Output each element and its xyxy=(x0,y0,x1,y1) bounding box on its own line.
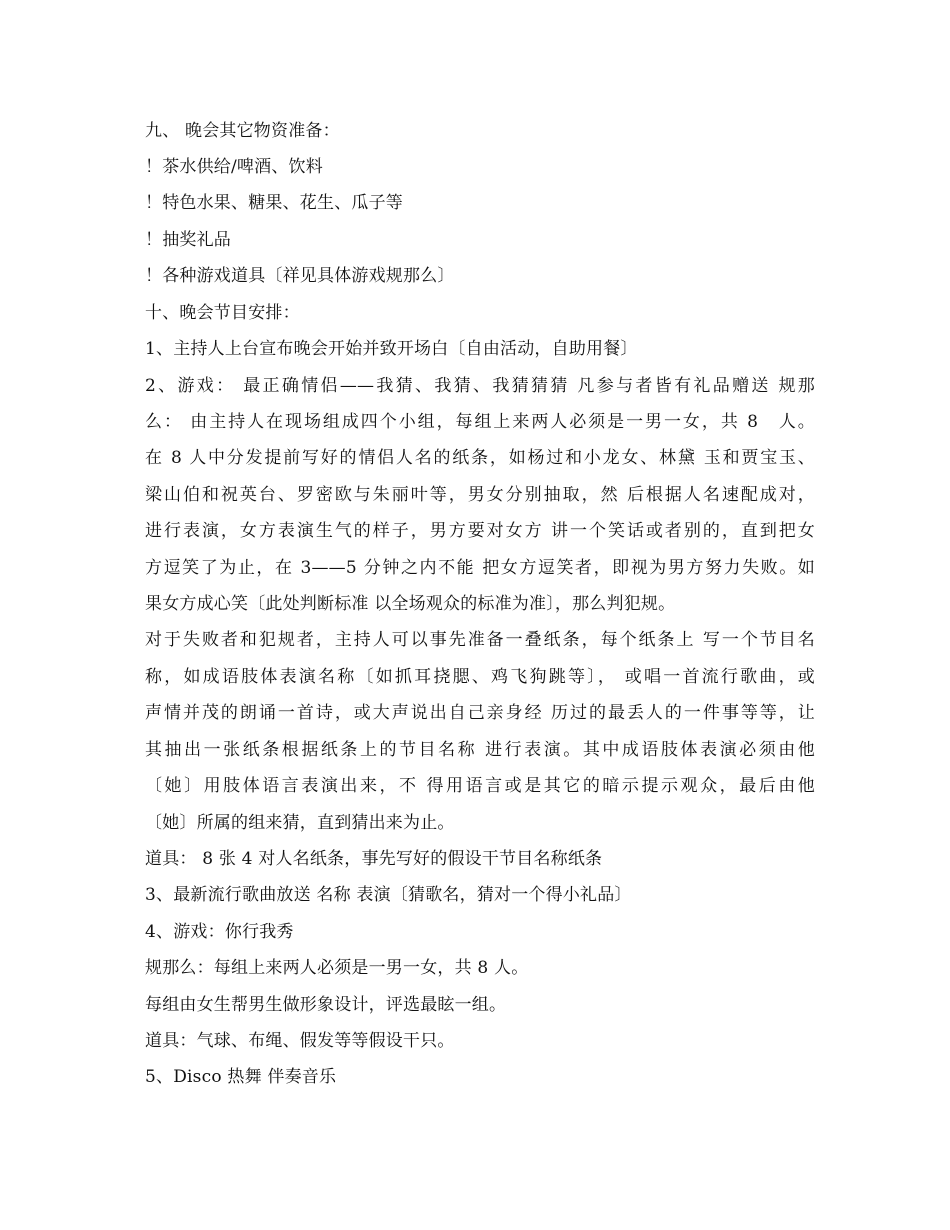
list-item: ！各种游戏道具〔祥见具体游戏规那么〕 xyxy=(145,266,455,286)
paragraph-line: 梁山伯和祝英台、罗密欧与朱丽叶等，男女分别抽取，然 后根据人名速配成对， xyxy=(145,485,815,505)
program-item: 5、Disco 热舞 伴奏音乐 xyxy=(145,1067,337,1087)
paragraph-line: 对于失败者和犯规者，主持人可以事先准备一叠纸条，每个纸条上 写一个节目名 xyxy=(145,630,815,650)
program-item: 4、游戏：你行我秀 xyxy=(145,922,294,942)
section-heading-materials: 九、 晚会其它物资准备： xyxy=(145,121,340,141)
paragraph-line: 〔她〕所属的组来猜，直到猜出来为止。 xyxy=(145,813,455,833)
program-item: 3、最新流行歌曲放送 名称 表演〔猜歌名，猜对一个得小礼品〕 xyxy=(145,885,632,905)
paragraph-line: 进行表演，女方表演生气的样子，男方要对女方 讲一个笑话或者别的，直到把女 xyxy=(145,521,815,541)
paragraph-line: 2、游戏： 最正确情侣——我猜、我猜、我猜猜猜 凡参与者皆有礼品赠送 规那 xyxy=(145,376,815,396)
props-line: 道具：气球、布绳、假发等等假设干只。 xyxy=(145,1031,455,1051)
paragraph-line: 称，如成语肢体表演名称〔如抓耳挠腮、鸡飞狗跳等〕， 或唱一首流行歌曲，或 xyxy=(145,667,815,687)
list-item: ！特色水果、糖果、花生、瓜子等 xyxy=(145,193,403,213)
rules-line: 规那么：每组上来两人必须是一男一女，共 8 人。 xyxy=(145,958,529,978)
paragraph-line: 方逗笑了为止，在 3——5 分钟之内不能 把女方逗笑者，即视为男方努力失败。如 xyxy=(145,558,815,578)
paragraph-line: 果女方成心笑〔此处判断标准 以全场观众的标准为准〕，那么判犯规。 xyxy=(145,594,676,614)
props-line: 道具： 8 张 4 对人名纸条，事先写好的假设干节目名称纸条 xyxy=(145,849,603,869)
paragraph-line: 其抽出一张纸条根据纸条上的节目名称 进行表演。其中成语肢体表演必须由他 xyxy=(145,740,815,760)
list-item: ！茶水供给/啤酒、饮料 xyxy=(145,157,323,177)
paragraph-line: 在 8 人中分发提前写好的情侣人名的纸条，如杨过和小龙女、林黛 玉和贾宝玉、 xyxy=(145,448,815,468)
paragraph-line: 每组由女生帮男生做形象设计，评选最眩一组。 xyxy=(145,995,507,1015)
paragraph-line: 么： 由主持人在现场组成四个小组，每组上来两人必须是一男一女，共 8 人。 xyxy=(145,412,815,432)
paragraph-line: 〔她〕用肢体语言表演出来，不 得用语言或是其它的暗示提示观众，最后由他 xyxy=(145,776,815,796)
list-item: ！抽奖礼品 xyxy=(145,230,231,250)
paragraph-line: 声情并茂的朗诵一首诗，或大声说出自己亲身经 历过的最丢人的一件事等等，让 xyxy=(145,703,815,723)
program-item: 1、主持人上台宣布晚会开始并致开场白〔自由活动，自助用餐〕 xyxy=(145,339,638,359)
section-heading-program: 十、晚会节目安排： xyxy=(145,303,300,323)
